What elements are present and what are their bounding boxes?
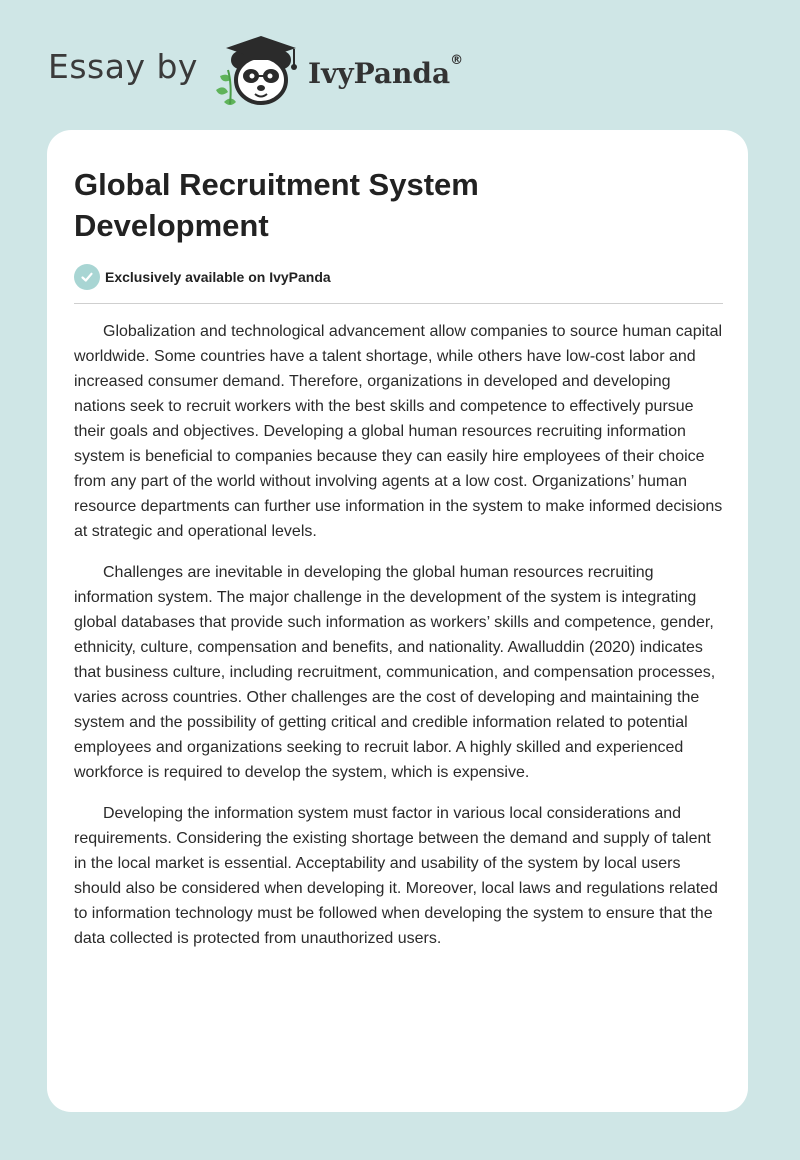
essay-title: Global Recruitment System Development — [74, 167, 479, 243]
check-icon — [74, 264, 100, 290]
brand-name: IvyPanda® — [307, 52, 464, 90]
exclusive-badge — [74, 264, 331, 290]
paragraph: Challenges are inevitable in developing the global human resources recruiting information system. The major challenge in the development of the system is integrating global databases that provide such information as workers’ skills and competence, gender, ethnicity, culture, compensation and benefits, and nationality. Awalluddin (2020) indicates that business culture, including recruitment, communication, and compensation processes, varies across countries. Other challenges are the cost of developing and maintaining the system and the possibility of getting critical and credible information related to potential employees and organizations seeking to recruit labor. A highly skilled and experienced workforce is required to develop the system, which is expensive. — [74, 564, 716, 781]
divider — [74, 303, 723, 304]
registered-mark: ® — [450, 52, 464, 68]
exclusive-label: Exclusively available on IvyPanda — [105, 269, 331, 285]
paragraph: Developing the information system must factor in various local considerations and requirements. Considering the existing shortage between the demand and supply of talent in the local market is essential. Acceptability and usability of the system by local users should also be considered when developing it. Moreover, local laws and regulations related to information technology must be followed when developing the system to ensure that the data collected is protected from unauthorized users. — [74, 805, 718, 947]
essay-body — [74, 319, 725, 967]
site-logo[interactable] — [48, 30, 463, 110]
panda-mascot-icon — [210, 30, 306, 110]
essay-by-label: Essay by — [48, 46, 198, 86]
essay-card — [47, 130, 748, 1112]
paragraph: Globalization and technological advancement allow companies to source human capital worldwide. Some countries have a talent shortage, while others have low-cost labor and increased consumer demand. Therefore, organizations in developed and developing nations seek to recruit workers with the best skills and competence to effectively pursue their goals and objectives. Developing a global human resources recruiting information system is beneficial to companies because they can easily hire employees of their choice from any part of the world without involving agents at a low cost. Organizations’ human resource departments can further use information in the system to make informed decisions at strategic and operational levels. — [74, 323, 723, 540]
